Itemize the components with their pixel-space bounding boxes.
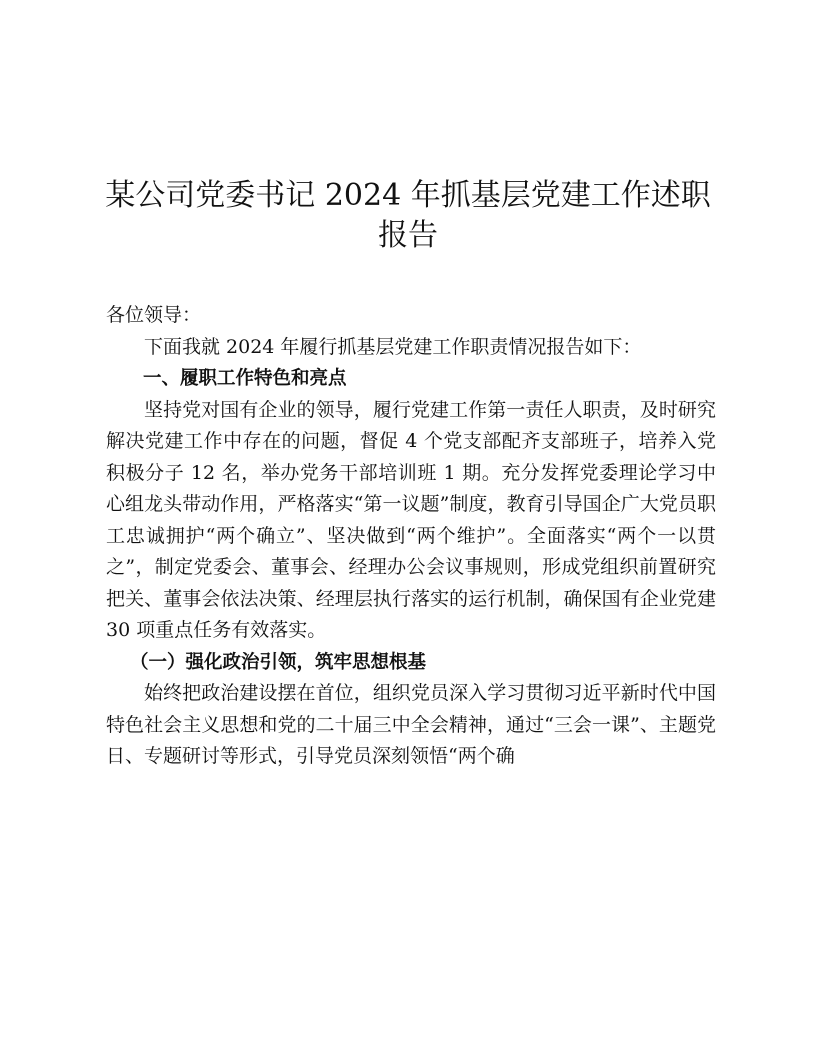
section-paragraph: 坚持党对国有企业的领导，履行党建工作第一责任人职责，及时研究解决党建工作中存在的问题，督促 4 个党支部配齐支部班子，培养入党积极分子 12 名，举办党务干部培训班 1 期。充分发挥党委理论学习中心组龙头带动作用，严格落实“第一议题”制度，教育引导国企广大党员职工忠诚拥护“两个确立”、坚决做到“两个维护”。全面落实“两个一以贯之”，制定党委会、董事会、经理办公会议事规则，形成党组织前置研究把关、董事会依法决策、经理层执行落实的运行机制，确保国有企业党建 30 项重点任务有效落实。 xyxy=(106,398,716,641)
subsection-heading: （一）强化政治引领，筑牢思想根基 xyxy=(130,651,427,673)
salutation: 各位领导： xyxy=(106,304,202,326)
section-heading: 一、履职工作特色和亮点 xyxy=(143,368,347,389)
document-title: 某公司党委书记 2024 年抓基层党建工作述职报告 xyxy=(105,178,711,253)
subsection-paragraph: 始终把政治建设摆在首位，组织党员深入学习贯彻习近平新时代中国特色社会主义思想和党的二十届三中全会精神，通过“三会一课”、主题党日、专题研讨等形式，引导党员深刻领悟“两个确 xyxy=(106,682,716,767)
document-body xyxy=(106,300,716,773)
intro-paragraph: 下面我就 2024 年履行抓基层党建工作职责情况报告如下： xyxy=(144,335,642,358)
